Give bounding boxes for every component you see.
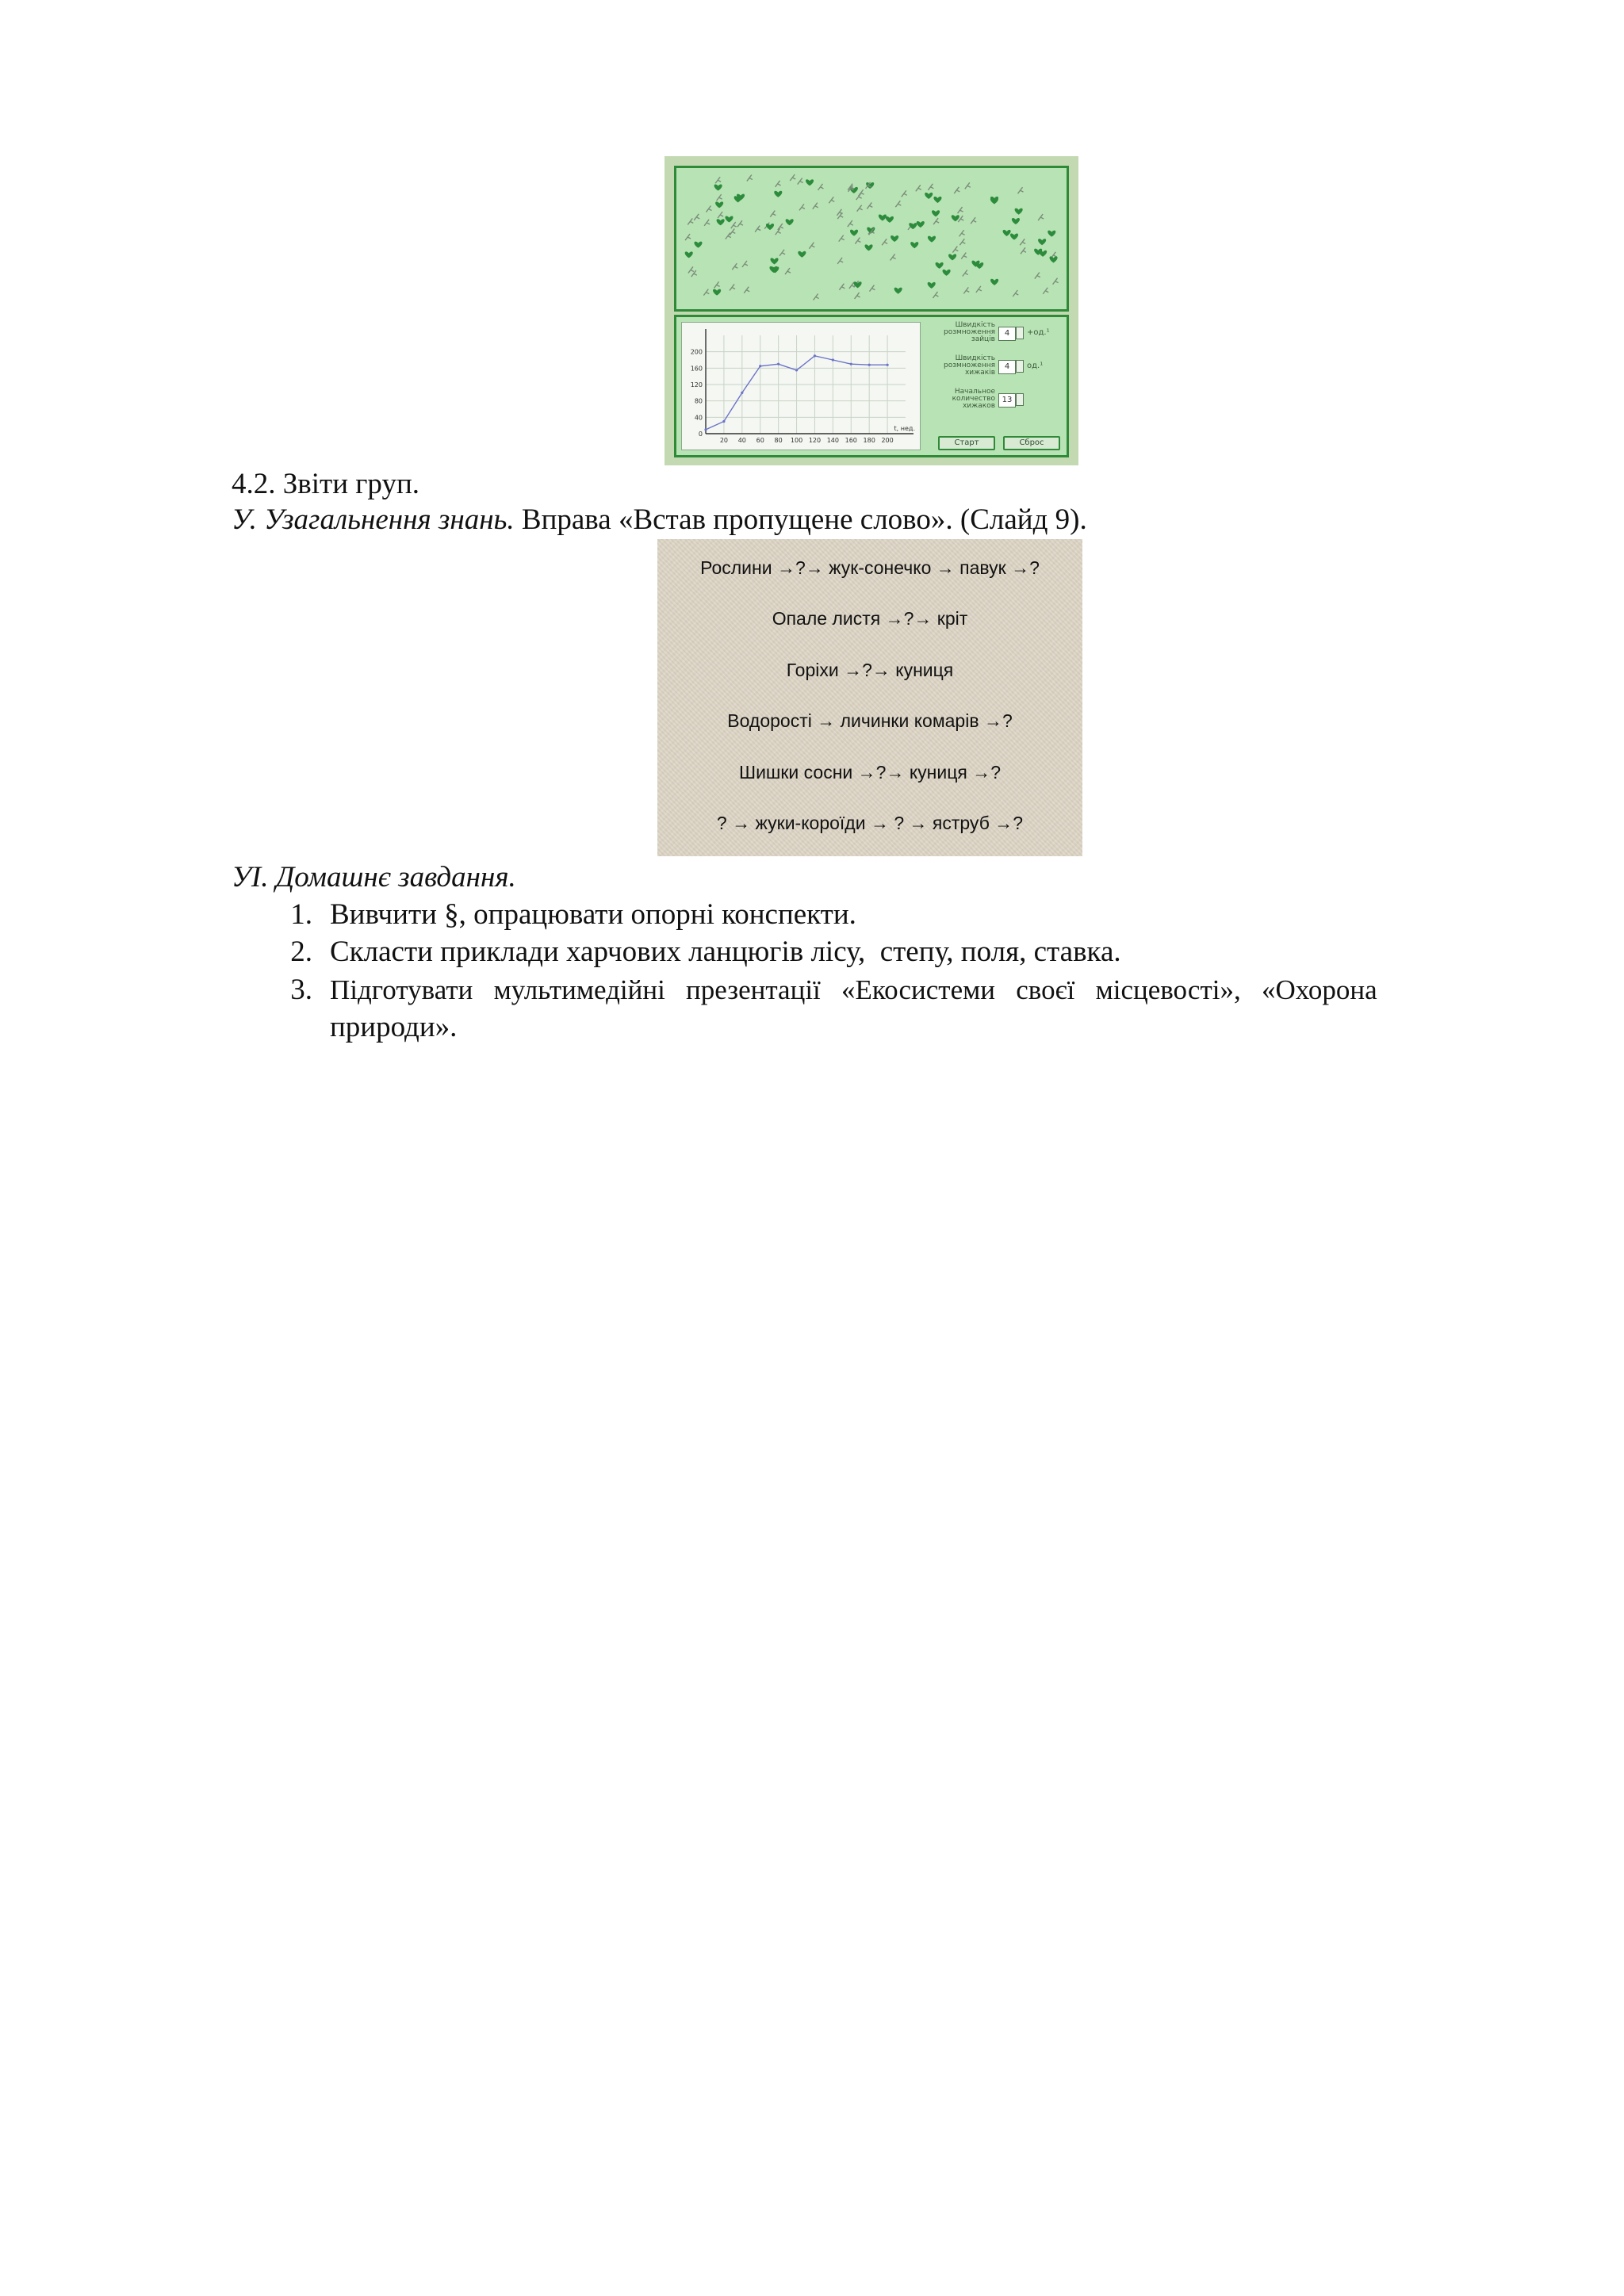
prey-icon [732,263,737,270]
prey-icon [902,190,907,197]
prey-icon [778,224,783,230]
predator-icon [910,242,918,248]
simulation-controls [922,320,1065,455]
x-tick-label: 160 [845,437,857,444]
predator-icon [925,193,933,199]
prey-icon [837,209,842,216]
section-4-2-heading: 4.2. Звіти груп. [232,468,419,500]
prey-icon [717,194,722,201]
homework-item-3-number: 3. [290,974,312,1006]
prey-icon [837,258,843,264]
control-spinner-3[interactable] [1016,393,1024,406]
data-point [850,363,852,365]
data-point [777,363,779,365]
section-5-title: У. Узагальнення знань. [232,503,515,536]
predator-icon [936,262,944,269]
prey-icon [742,261,748,267]
control-unit-2: од.¹ [1027,362,1044,370]
prey-icon [730,284,735,290]
prey-icon [799,204,805,210]
homework-item-1-text: Вивчити §, опрацювати опорні конспекти. [330,898,856,931]
prey-icon [933,218,939,224]
prey-icon [971,217,976,224]
y-tick-label: 0 [698,430,703,438]
x-tick-label: 180 [863,437,875,444]
prey-icon [928,184,933,190]
predator-icon [943,270,951,276]
prey-icon [1020,239,1025,245]
prey-icon [856,193,862,200]
prey-icon [726,233,731,239]
predator-icon [771,258,779,264]
predator-icon [891,235,898,242]
x-tick-label: 140 [826,437,840,444]
prey-icon [869,285,875,292]
prey-icon [857,205,863,212]
predator-icon [1048,231,1055,237]
chain-6: ? → жуки-короїди → ? → яструб →? [716,813,1024,833]
control-spinner-1[interactable] [1016,327,1024,339]
control-unit-1: +од.¹ [1027,328,1050,337]
prey-icon [882,239,887,245]
prey-icon [704,220,710,226]
data-point [722,420,725,423]
predator-icon [864,244,872,251]
predator-icon [766,224,774,230]
prey-icon [839,284,845,290]
predator-icon [1015,209,1023,215]
prey-icon [814,294,819,300]
control-input-1[interactable]: 4 [998,327,1016,341]
prey-icon [963,270,968,276]
predator-icon [1012,218,1020,224]
predator-icon [774,191,782,197]
prey-icon [785,268,791,274]
predator-icon [715,201,723,208]
predator-icon [886,216,894,223]
prey-icon [1021,247,1026,254]
prey-icon [718,212,723,218]
predator-icon [786,219,794,225]
x-tick-label: 100 [790,437,803,444]
y-tick-label: 40 [694,414,703,422]
y-tick-label: 160 [690,365,703,373]
prey-icon [715,177,721,183]
control-input-2[interactable]: 4 [998,360,1016,374]
data-point [832,358,834,361]
chain-3: Горіхи →?→ куниця [786,660,954,680]
prey-icon [737,220,743,227]
prey-icon [916,185,921,191]
prey-icon [714,281,720,288]
prey-icon [731,222,737,228]
control-spinner-2[interactable] [1016,360,1024,373]
y-tick-label: 200 [690,348,703,356]
prey-icon [891,254,896,260]
predator-icon [879,214,887,220]
predator-icon [990,279,998,285]
prey-icon [755,226,760,232]
prey-icon [958,207,963,213]
predator-icon [928,236,936,243]
control-input-3[interactable]: 13 [998,393,1016,408]
data-point [886,364,888,366]
predator-icon [928,282,936,289]
predator-icon [948,254,956,260]
predator-icon [917,221,925,228]
x-tick-label: 60 [756,437,764,444]
chain-4: Водорості → личинки комарів →? [727,710,1013,731]
y-tick-label: 120 [690,381,703,388]
x-axis-label: t, нед. [894,425,915,432]
prey-icon [1035,273,1040,279]
chain-1: Рослини →?→ жук-сонечко → павук →? [700,557,1040,578]
prey-icon [959,230,965,236]
chain-2: Опале листя →?→ кріт [772,608,968,629]
predator-icon [932,210,940,216]
predator-icon [798,251,806,258]
x-tick-label: 80 [774,437,783,444]
simulation-panel [674,315,1069,457]
control-label-3: Начальное количество хижаков [952,388,995,410]
section-6-title: УІ. Домашнє завдання. [232,861,516,894]
x-tick-label: 120 [808,437,822,444]
prey-icon [770,211,776,217]
prey-icon [1017,187,1023,193]
prey-icon [798,178,803,185]
prey-icon [1013,290,1018,297]
prey-icon [691,270,697,277]
prey-icon [685,234,691,240]
predator-icon [725,216,733,222]
data-point [814,354,816,357]
prey-icon [829,197,834,203]
prey-icon [895,201,901,207]
organisms-canvas [676,168,1067,309]
homework-item-2-text: Скласти приклади харчових ланцюгів лісу, степу, поля, ставка. [330,936,1121,968]
homework-item-3-text-line2: природи». [330,1011,458,1043]
predator-icon [717,219,725,225]
prey-icon [961,253,967,259]
prey-icon [730,228,735,235]
prey-icon [933,292,938,298]
data-point [704,428,707,430]
data-point [741,392,743,394]
prey-icon [706,206,711,212]
section-5-line [232,501,1087,539]
x-tick-label: 40 [737,437,746,444]
prey-icon [1038,214,1044,220]
prey-icon [965,182,971,189]
predator-icon [714,184,722,190]
simulation-field [674,166,1069,312]
start-button[interactable]: Старт [938,436,995,450]
x-tick-label: 200 [881,437,894,444]
prey-icon [688,266,694,273]
prey-icon [867,202,872,209]
predator-icon [694,242,702,248]
prey-icon [976,286,982,293]
predator-icon [713,289,721,296]
reset-button[interactable]: Сброс [1003,436,1060,450]
homework-item-3-text-line1: Підготувати мультимедійні презентації «Екосистеми своєї місцевості», «Охорона [330,974,1377,1005]
prey-icon [855,293,860,299]
population-chart [681,322,921,450]
chain-5: Шишки сосни →?→ куниця →? [738,762,1002,783]
prey-icon [809,243,814,249]
predator-icon [933,197,941,203]
prey-icon [818,184,823,190]
slide-9 [657,539,1082,856]
prey-icon [776,181,781,187]
prey-icon [744,287,749,293]
prey-icon [839,235,845,242]
homework-item-2-number: 2. [290,936,312,968]
predator-icon [1050,256,1058,262]
population-chart-svg [682,323,920,450]
data-point [795,369,798,371]
prey-icon [694,214,699,220]
predator-icon [1038,239,1046,245]
prey-icon [963,287,969,293]
control-label-2: Швидкість розмноження хижаків [943,354,995,377]
predator-icon [1003,230,1011,236]
prey-icon [703,289,709,296]
prey-icon [848,220,853,227]
prey-icon [688,218,693,224]
data-point [759,365,761,367]
predator-icon [685,251,693,258]
y-tick-label: 80 [694,397,703,405]
prey-icon [959,239,965,245]
predator-icon [850,230,858,236]
prey-icon [952,247,958,253]
predator-icon [952,215,959,221]
predator-icon [1010,233,1018,239]
section-5-text: Вправа «Встав пропущене слово». (Слайд 9). [514,503,1087,536]
prey-icon [790,174,795,181]
prey-icon [855,238,860,244]
x-tick-label: 20 [719,437,729,444]
prey-icon [779,250,785,256]
data-point [868,364,871,366]
predator-icon [806,179,814,186]
prey-icon [813,203,818,209]
homework-item-1-number: 1. [290,898,312,931]
prey-icon [747,174,753,181]
prey-icon [954,187,959,193]
predator-icon [894,288,902,294]
simulation-screenshot [665,156,1078,465]
control-label-1: Швидкість розмноження зайців [943,321,995,343]
prey-icon [1043,288,1048,294]
prey-icon [1053,278,1059,285]
